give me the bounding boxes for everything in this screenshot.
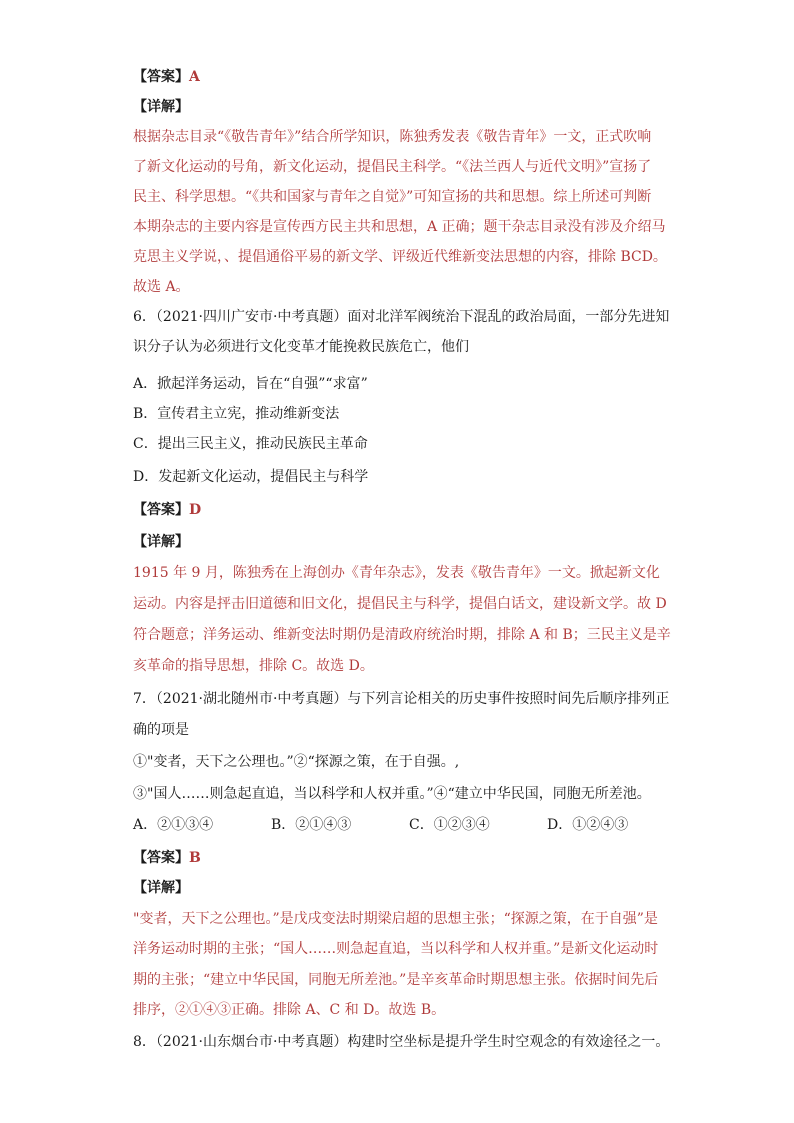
option-a: A．②①③④ [133, 817, 214, 833]
detail-line: 民主、科学思想。“《共和国家与青年之自觉》”可知宣扬的共和思想。综上所述可判断 [133, 189, 652, 205]
answer-label: 【答案】 [133, 69, 189, 85]
answer-line-q5 [133, 67, 200, 87]
detail-line: 克思主义学说，、提倡通俗平易的新文学、评级近代维新变法思想的内容，排除 BCD。 [133, 249, 667, 265]
detail-label-q7: 【详解】 [133, 880, 189, 896]
detail-line: 符合题意；洋务运动、维新变法时期仍是清政府统治时期，排除 A 和 B；三民主义是辛 [133, 627, 671, 643]
detail-line: 运动。内容是抨击旧道德和旧文化，提倡民主与科学，提倡白话文，建设新文学。故 D [133, 596, 667, 612]
detail-line: 根据杂志目录“《敬告青年》”结合所学知识，陈独秀发表《敬告青年》一文，正式吹响 [133, 129, 652, 145]
detail-line: 故选 A。 [133, 279, 190, 295]
question-line-q7: ①"变者，天下之公理也。”②“探源之策，在于自强。, [133, 754, 460, 770]
question-line-q8: 8．（2021·山东烟台市·中考真题）构建时空坐标是提升学生时空观念的有效途径之一。 [133, 1034, 670, 1050]
option-b: B．②①④③ [271, 817, 352, 833]
detail-label-q6: 【详解】 [133, 534, 189, 550]
question-line-q6: 6．（2021·四川广安市·中考真题）面对北洋军阀统治下混乱的政治局面，一部分先进知 [133, 309, 670, 325]
option-a: A．掀起洋务运动，旨在“自强”“求富” [133, 376, 368, 392]
question-line-q7: 确的项是 [133, 722, 189, 738]
detail-line: 1915 年 9 月，陈独秀在上海创办《青年杂志》，发表《敬告青年》一文。掀起新文化 [133, 565, 660, 581]
option-d: D．①②④③ [547, 817, 629, 833]
option-d: D．发起新文化运动，提倡民主与科学 [133, 469, 369, 485]
answer-value: B [189, 850, 201, 866]
question-line-q7: ③"国人……则急起直追，当以科学和人权并重。”④“建立中华民国，同胞无所差池。 [133, 786, 651, 802]
detail-line: 洋务运动时期的主张；“国人……则急起直追，当以科学和人权并重。”是新文化运动时 [133, 941, 659, 957]
detail-line: 本期杂志的主要内容是宣传西方民主共和思想，A 正确；题干杂志目录没有涉及介绍马 [133, 219, 666, 235]
option-c: C．①②③④ [409, 817, 490, 833]
detail-line: "变者，天下之公理也。”是戊戌变法时期梁启超的思想主张；“探源之策，在于自强”是 [133, 911, 658, 927]
detail-line: 亥革命的指导思想，排除 C。故选 D。 [133, 658, 374, 674]
answer-line-q6 [133, 500, 201, 520]
detail-line: 了新文化运动的号角，新文化运动，提倡民主科学。“《法兰西人与近代文明》”宣扬了 [133, 159, 652, 175]
answer-label: 【答案】 [133, 502, 189, 518]
answer-label: 【答案】 [133, 850, 189, 866]
option-b: B．宣传君主立宪，推动维新变法 [133, 406, 340, 422]
answer-line-q7 [133, 848, 201, 868]
option-c: C．提出三民主义，推动民族民主革命 [133, 436, 368, 452]
answer-value: A [189, 69, 200, 85]
detail-label-q5: 【详解】 [133, 99, 189, 115]
detail-line: 排序，②①④③正确。排除 A、C 和 D。故选 B。 [133, 1002, 446, 1018]
question-line-q6: 识分子认为必须进行文化变革才能挽救民族危亡，他们 [133, 339, 469, 355]
question-line-q7: 7．（2021·湖北随州市·中考真题）与下列言论相关的历史事件按照时间先后顺序排列正 [133, 691, 670, 707]
detail-line: 期的主张；“建立中华民国，同胞无所差池。”是辛亥革命时期思想主张。依据时间先后 [133, 972, 659, 988]
answer-value: D [189, 502, 202, 518]
